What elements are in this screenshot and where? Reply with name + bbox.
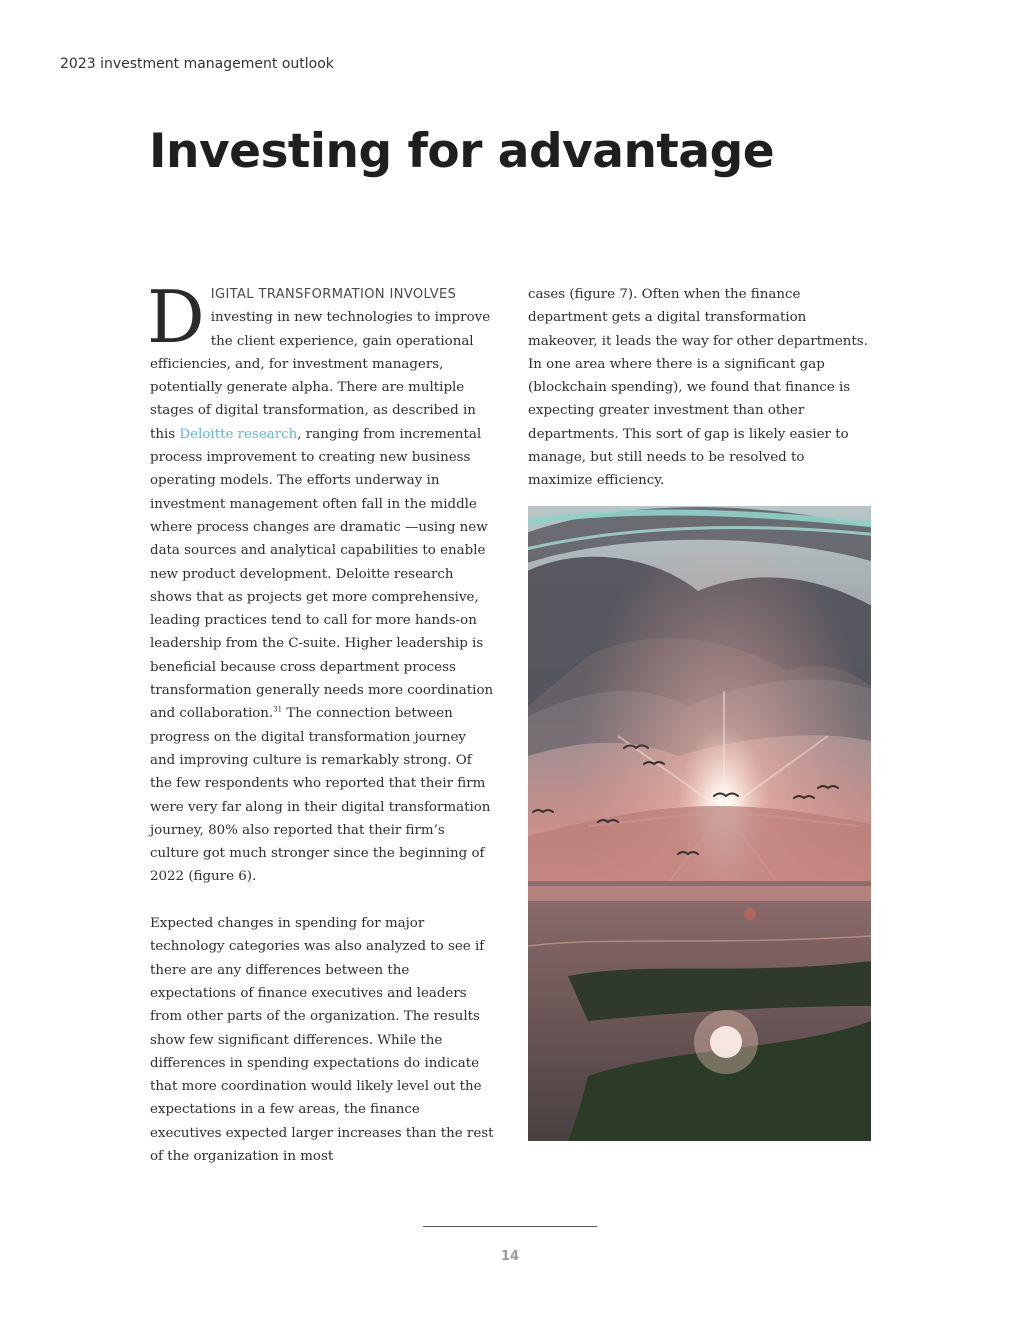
paragraph-spending: Expected changes in spending for major technology categories was also analyzed to see if there are any differences between the expectations of finance executives and leaders from other parts of the organization. The results show few significant differences. While the differences in spending expectations do indicate that more coordination would likely level out the expectations in a few areas, the finance executives expected larger increases than the rest of the organization in most [150,916,494,1164]
sunset-landscape-illustration [528,506,871,1141]
paragraph-text: investing in new technologies to improve the client experience, gain operational efficiencies, and, for investment managers, potentially generate alpha. There are multiple stages of digital transformation, as described in this [150,310,491,442]
paragraph-text: The connection between progress on the digital transformation journey and improving culture is remarkably strong. Of the few respondents who reported that their firm were very far along in their digital transformation journey, 80% also reported that their firm’s culture got much stronger since the beginning of 2022 (figure 6). [150,706,491,885]
paragraph-text: , ranging from incremental process improvement to creating new business operating models. The efforts underway in investment management often fall in the middle where process changes are dramatic —using new data sources and analytical capabilities to enable new product development. Deloitte research shows that as projects get more comprehensive, leading practices tend to call for more hands-on leadership from the C-suite. Higher leadership is beneficial because cross department process transformation generally needs more coordination and collaboration. [150,426,494,722]
drop-cap: D [147,275,205,359]
article-column-left [147,275,495,1168]
page-title: Investing for advantage [149,124,775,179]
paragraph-continued: cases (figure 7). Often when the finance department gets a digital transformation makeover, it leads the way for other departments. In one area where there is a significant gap (blockchain spending), we found that finance is expecting greater investment than other departments. This sort of gap is likely easier to manage, but still needs to be resolved to maximize efficiency. [528,287,868,489]
footer-divider [423,1226,597,1227]
deloitte-research-link[interactable]: Deloitte research [179,426,298,442]
page-number: 14 [500,1249,520,1264]
sunset-landscape-photo [528,506,871,1141]
paragraph-intro [147,275,495,889]
lead-in-caps: IGITAL TRANSFORMATION INVOLVES [210,287,457,302]
running-header: 2023 investment management outlook [60,56,334,72]
footnote-ref[interactable]: 31 [273,705,283,714]
